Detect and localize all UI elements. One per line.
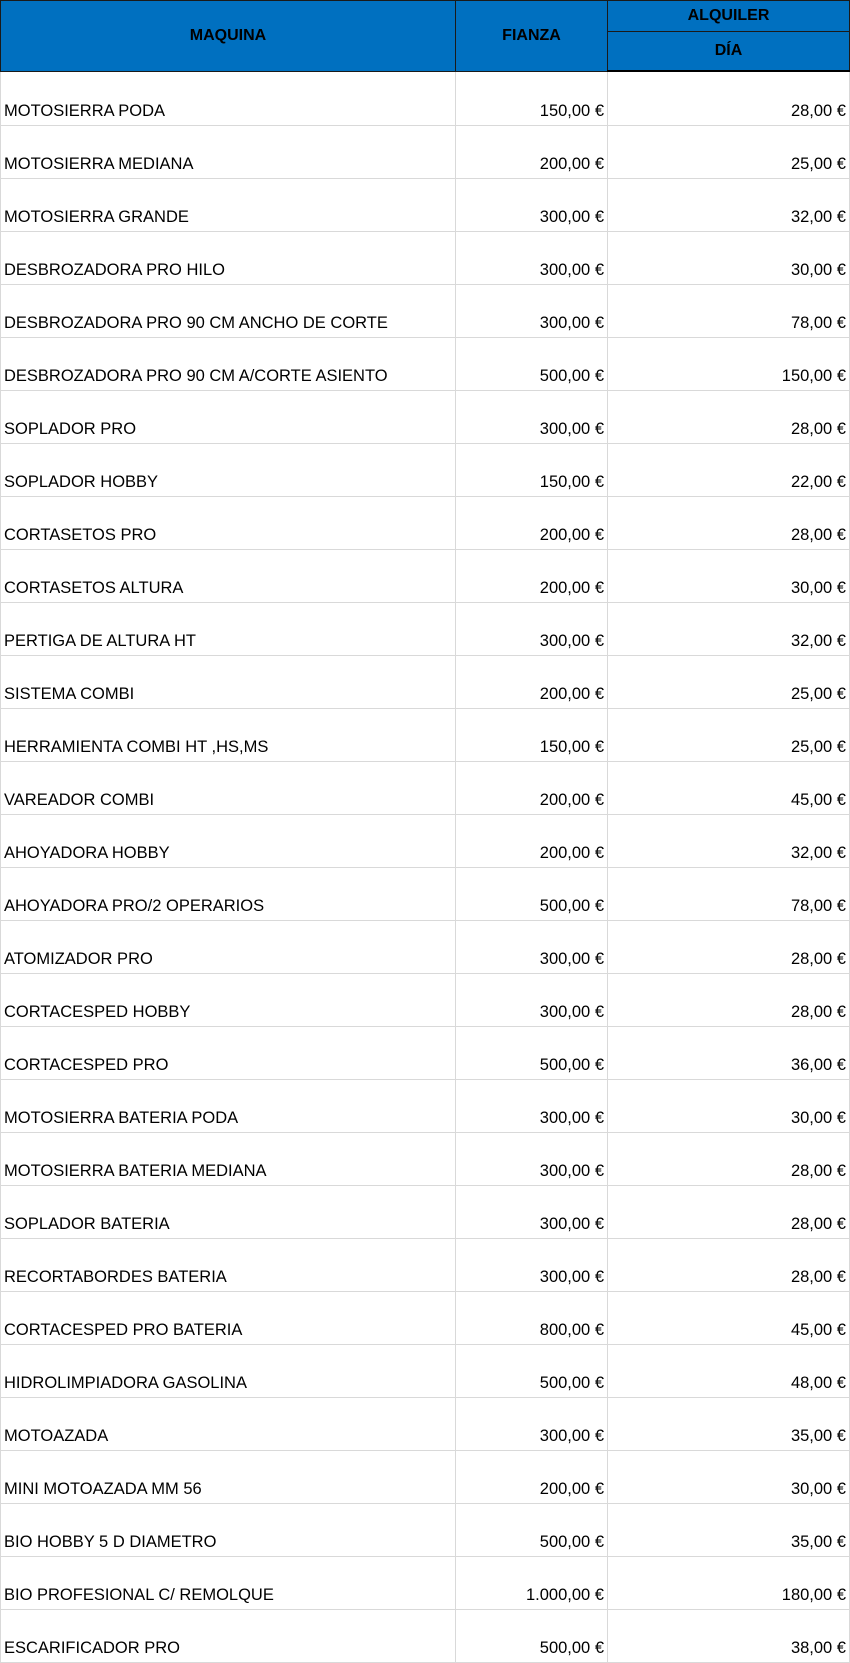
table-row	[1, 921, 850, 974]
cell-maquina: MOTOSIERRA BATERIA MEDIANA	[1, 1133, 456, 1186]
cell-dia: 35,00 €	[608, 1398, 850, 1451]
table-row	[1, 974, 850, 1027]
cell-maquina: ESCARIFICADOR PRO	[1, 1610, 456, 1663]
cell-fianza: 200,00 €	[456, 550, 608, 603]
cell-maquina: CORTASETOS ALTURA	[1, 550, 456, 603]
cell-maquina: MINI MOTOAZADA MM 56	[1, 1451, 456, 1504]
cell-maquina: MOTOAZADA	[1, 1398, 456, 1451]
cell-fianza: 300,00 €	[456, 232, 608, 285]
cell-fianza: 500,00 €	[456, 1345, 608, 1398]
table-body	[1, 71, 850, 1663]
table-row	[1, 603, 850, 656]
cell-maquina: CORTACESPED PRO	[1, 1027, 456, 1080]
cell-maquina: AHOYADORA PRO/2 OPERARIOS	[1, 868, 456, 921]
cell-maquina: SISTEMA COMBI	[1, 656, 456, 709]
table-row	[1, 1027, 850, 1080]
cell-dia: 35,00 €	[608, 1504, 850, 1557]
table-row	[1, 444, 850, 497]
table-row	[1, 497, 850, 550]
cell-dia: 45,00 €	[608, 1292, 850, 1345]
cell-dia: 25,00 €	[608, 656, 850, 709]
header-alquiler: ALQUILER	[608, 1, 850, 32]
cell-dia: 25,00 €	[608, 709, 850, 762]
table-row	[1, 71, 850, 126]
cell-fianza: 200,00 €	[456, 762, 608, 815]
cell-fianza: 300,00 €	[456, 1239, 608, 1292]
cell-fianza: 300,00 €	[456, 1133, 608, 1186]
cell-maquina: PERTIGA DE ALTURA HT	[1, 603, 456, 656]
cell-fianza: 300,00 €	[456, 974, 608, 1027]
cell-dia: 22,00 €	[608, 444, 850, 497]
cell-maquina: HIDROLIMPIADORA GASOLINA	[1, 1345, 456, 1398]
table-header	[1, 1, 850, 72]
cell-fianza: 300,00 €	[456, 1398, 608, 1451]
cell-fianza: 150,00 €	[456, 444, 608, 497]
cell-dia: 30,00 €	[608, 1080, 850, 1133]
cell-dia: 32,00 €	[608, 179, 850, 232]
cell-dia: 25,00 €	[608, 126, 850, 179]
header-fianza: FIANZA	[456, 1, 608, 72]
cell-fianza: 500,00 €	[456, 1610, 608, 1663]
cell-maquina: MOTOSIERRA MEDIANA	[1, 126, 456, 179]
cell-dia: 36,00 €	[608, 1027, 850, 1080]
table-row	[1, 1133, 850, 1186]
cell-fianza: 200,00 €	[456, 1451, 608, 1504]
table-row	[1, 1610, 850, 1663]
cell-fianza: 200,00 €	[456, 815, 608, 868]
table-row	[1, 709, 850, 762]
cell-fianza: 500,00 €	[456, 1027, 608, 1080]
table-row	[1, 1186, 850, 1239]
cell-fianza: 500,00 €	[456, 338, 608, 391]
cell-maquina: ATOMIZADOR PRO	[1, 921, 456, 974]
cell-maquina: HERRAMIENTA COMBI HT ,HS,MS	[1, 709, 456, 762]
cell-fianza: 500,00 €	[456, 1504, 608, 1557]
cell-dia: 28,00 €	[608, 391, 850, 444]
cell-fianza: 150,00 €	[456, 709, 608, 762]
cell-dia: 32,00 €	[608, 603, 850, 656]
table-row	[1, 1080, 850, 1133]
cell-fianza: 300,00 €	[456, 1186, 608, 1239]
cell-fianza: 300,00 €	[456, 391, 608, 444]
cell-maquina: DESBROZADORA PRO 90 CM A/CORTE ASIENTO	[1, 338, 456, 391]
cell-maquina: BIO HOBBY 5 D DIAMETRO	[1, 1504, 456, 1557]
cell-dia: 38,00 €	[608, 1610, 850, 1663]
cell-fianza: 1.000,00 €	[456, 1557, 608, 1610]
table-row	[1, 338, 850, 391]
table-row	[1, 285, 850, 338]
cell-fianza: 200,00 €	[456, 656, 608, 709]
cell-maquina: MOTOSIERRA BATERIA PODA	[1, 1080, 456, 1133]
table-row	[1, 762, 850, 815]
cell-maquina: MOTOSIERRA PODA	[1, 71, 456, 126]
cell-dia: 28,00 €	[608, 1133, 850, 1186]
cell-maquina: SOPLADOR PRO	[1, 391, 456, 444]
table-row	[1, 1504, 850, 1557]
table-row	[1, 1239, 850, 1292]
table-row	[1, 1345, 850, 1398]
cell-fianza: 200,00 €	[456, 497, 608, 550]
cell-fianza: 300,00 €	[456, 1080, 608, 1133]
cell-dia: 28,00 €	[608, 1186, 850, 1239]
table-row	[1, 1557, 850, 1610]
cell-fianza: 300,00 €	[456, 285, 608, 338]
cell-maquina: BIO PROFESIONAL C/ REMOLQUE	[1, 1557, 456, 1610]
cell-maquina: CORTACESPED HOBBY	[1, 974, 456, 1027]
cell-dia: 48,00 €	[608, 1345, 850, 1398]
cell-maquina: DESBROZADORA PRO HILO	[1, 232, 456, 285]
header-maquina: MAQUINA	[1, 1, 456, 72]
cell-dia: 28,00 €	[608, 497, 850, 550]
cell-maquina: SOPLADOR BATERIA	[1, 1186, 456, 1239]
cell-maquina: RECORTABORDES BATERIA	[1, 1239, 456, 1292]
cell-dia: 28,00 €	[608, 974, 850, 1027]
cell-maquina: DESBROZADORA PRO 90 CM ANCHO DE CORTE	[1, 285, 456, 338]
cell-dia: 45,00 €	[608, 762, 850, 815]
cell-dia: 30,00 €	[608, 232, 850, 285]
table-row	[1, 179, 850, 232]
cell-dia: 150,00 €	[608, 338, 850, 391]
cell-dia: 30,00 €	[608, 550, 850, 603]
cell-fianza: 150,00 €	[456, 71, 608, 126]
cell-dia: 180,00 €	[608, 1557, 850, 1610]
table-row	[1, 232, 850, 285]
cell-dia: 28,00 €	[608, 1239, 850, 1292]
cell-dia: 78,00 €	[608, 868, 850, 921]
table-row	[1, 868, 850, 921]
cell-dia: 30,00 €	[608, 1451, 850, 1504]
table-row	[1, 815, 850, 868]
cell-fianza: 300,00 €	[456, 921, 608, 974]
table-row	[1, 1292, 850, 1345]
cell-fianza: 800,00 €	[456, 1292, 608, 1345]
cell-maquina: SOPLADOR HOBBY	[1, 444, 456, 497]
cell-fianza: 200,00 €	[456, 126, 608, 179]
cell-maquina: MOTOSIERRA GRANDE	[1, 179, 456, 232]
cell-maquina: CORTACESPED PRO BATERIA	[1, 1292, 456, 1345]
table-row	[1, 1451, 850, 1504]
table-row	[1, 1398, 850, 1451]
cell-dia: 78,00 €	[608, 285, 850, 338]
table-row	[1, 656, 850, 709]
cell-dia: 32,00 €	[608, 815, 850, 868]
header-dia: DÍA	[608, 32, 850, 72]
cell-fianza: 300,00 €	[456, 179, 608, 232]
cell-maquina: CORTASETOS PRO	[1, 497, 456, 550]
cell-fianza: 500,00 €	[456, 868, 608, 921]
cell-maquina: VAREADOR COMBI	[1, 762, 456, 815]
cell-maquina: AHOYADORA HOBBY	[1, 815, 456, 868]
cell-fianza: 300,00 €	[456, 603, 608, 656]
cell-dia: 28,00 €	[608, 71, 850, 126]
cell-dia: 28,00 €	[608, 921, 850, 974]
table-row	[1, 391, 850, 444]
table-row	[1, 550, 850, 603]
table-row	[1, 126, 850, 179]
